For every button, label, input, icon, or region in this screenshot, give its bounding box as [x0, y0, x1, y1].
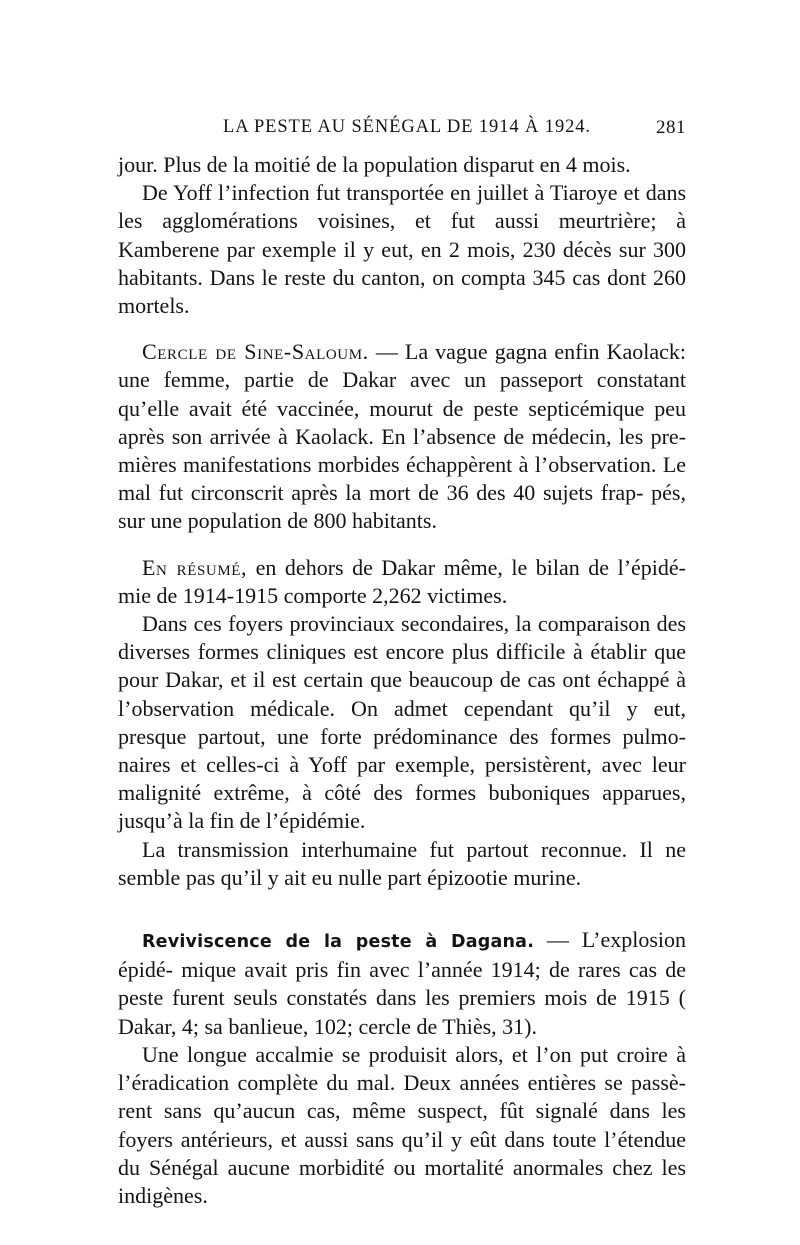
text-line: à l’observation médicale. On admet cependant qu’il y eut,	[118, 667, 686, 721]
paragraph-gap	[118, 320, 686, 338]
text-line: Une longue accalmie se produisit alors, et l’on put croire à	[142, 1041, 686, 1067]
running-header	[118, 117, 686, 147]
text-line: naires et celles-ci à Yoff par exemple, persistèrent, avec leur	[118, 752, 686, 778]
text-line: dont 260 mortels.	[118, 264, 686, 319]
text-line: jour. Plus de la moitié de la population disparut en 4 mois.	[118, 152, 631, 177]
text-line: furent seuls constatés dans les premiers mois de 1915 ( Dakar,	[118, 985, 687, 1039]
text-line: pés, sur une population de 800 habitants.	[118, 480, 686, 534]
paragraph-transmission	[118, 836, 686, 892]
text-line: 300 habitants. Dans le reste du canton, on compta 345 cas	[118, 236, 687, 290]
text-line: après son arrivée à Kaolack. En l’absence de médecin, les pre-	[118, 423, 686, 449]
text-line: Le mal fut circonscrit après la mort de 36 des 40 sujets frap-	[118, 452, 687, 506]
text-line: 4; sa banlieue, 102; cercle de Thiès, 31).	[181, 1013, 538, 1039]
text-line: une femme, partie de Dakar avec un passeport constatant	[118, 367, 686, 393]
text-line: indigènes.	[118, 1182, 208, 1208]
text-line: mique avait pris fin avec l’année 1914; de rares cas de peste	[118, 957, 687, 1011]
paragraph-accalmie	[118, 1041, 686, 1210]
text-line: pour Dakar, et il est certain que beaucoup de cas ont échappé	[118, 667, 670, 693]
paragraph-summary	[118, 554, 686, 610]
text-line: — L’explosion épidé-	[118, 927, 686, 983]
paragraph-provincial-foci	[118, 610, 686, 836]
text-line: De Yoff l’infection fut transportée en juillet à Tiaroye et	[142, 180, 640, 206]
text-line: du Sénégal aucune morbidité ou mortalité anormales chez les	[118, 1154, 686, 1180]
paragraph-continuation	[118, 151, 686, 179]
section-lead: Cercle de Sine-Saloum.	[142, 339, 369, 365]
running-title: LA PESTE AU SÉNÉGAL DE 1914 À 1924.	[223, 117, 591, 137]
paragraph-gap	[118, 536, 686, 554]
section-heading: Reviviscence de la peste à Dagana.	[142, 932, 535, 953]
text-line: dans les agglomérations voisines, et fut aussi meurtrière; à	[118, 180, 687, 234]
paragraph-yoff-tiaroye	[118, 179, 686, 320]
paragraph-sine-saloum	[118, 338, 686, 535]
text-line: qu’elle avait été vaccinée, mourut de peste septicémique peu	[118, 395, 686, 421]
text-line: — La vague gagna enfin Kaolack:	[368, 339, 687, 365]
text-line: diverses formes cliniques est encore plus difficile à établir que	[118, 639, 686, 665]
text-line: jusqu’à la fin de l’épidémie.	[118, 808, 366, 834]
text-line: mières manifestations morbides échappèrent à l’observation.	[118, 452, 657, 478]
section-gap	[118, 892, 686, 926]
paragraph-dagana	[118, 926, 686, 1041]
text-line: mie de 1914-1915 comporte 2,262 victimes.	[118, 582, 508, 608]
body-text	[118, 151, 686, 1210]
section-lead: En résumé,	[142, 554, 248, 580]
text-line: l’éradication complète du mal. Deux années entières se passè-	[118, 1070, 686, 1096]
text-line: malignité extrême, à côté des formes buboniques apparues,	[118, 780, 686, 806]
text-line: semble pas qu’il y ait eu nulle part épizootie murine.	[118, 864, 582, 890]
page-number: 281	[656, 117, 686, 138]
text-line: Dans ces foyers provinciaux secondaires, la comparaison des	[142, 611, 686, 637]
text-line: rent sans qu’aucun cas, même suspect, fût signalé dans les	[118, 1098, 686, 1124]
text-line: La transmission interhumaine fut partout reconnue. Il ne	[142, 836, 686, 862]
text-line: foyers antérieurs, et aussi sans qu’il y eût dans toute l’étendue	[118, 1126, 686, 1152]
text-line: en dehors de Dakar même, le bilan de l’épidé-	[247, 554, 686, 580]
text-line: presque partout, une forte prédominance des formes pulmo-	[118, 723, 686, 749]
text-line: Kamberene par exemple il y eut, en 2 mois, 230 décès sur	[118, 236, 646, 262]
